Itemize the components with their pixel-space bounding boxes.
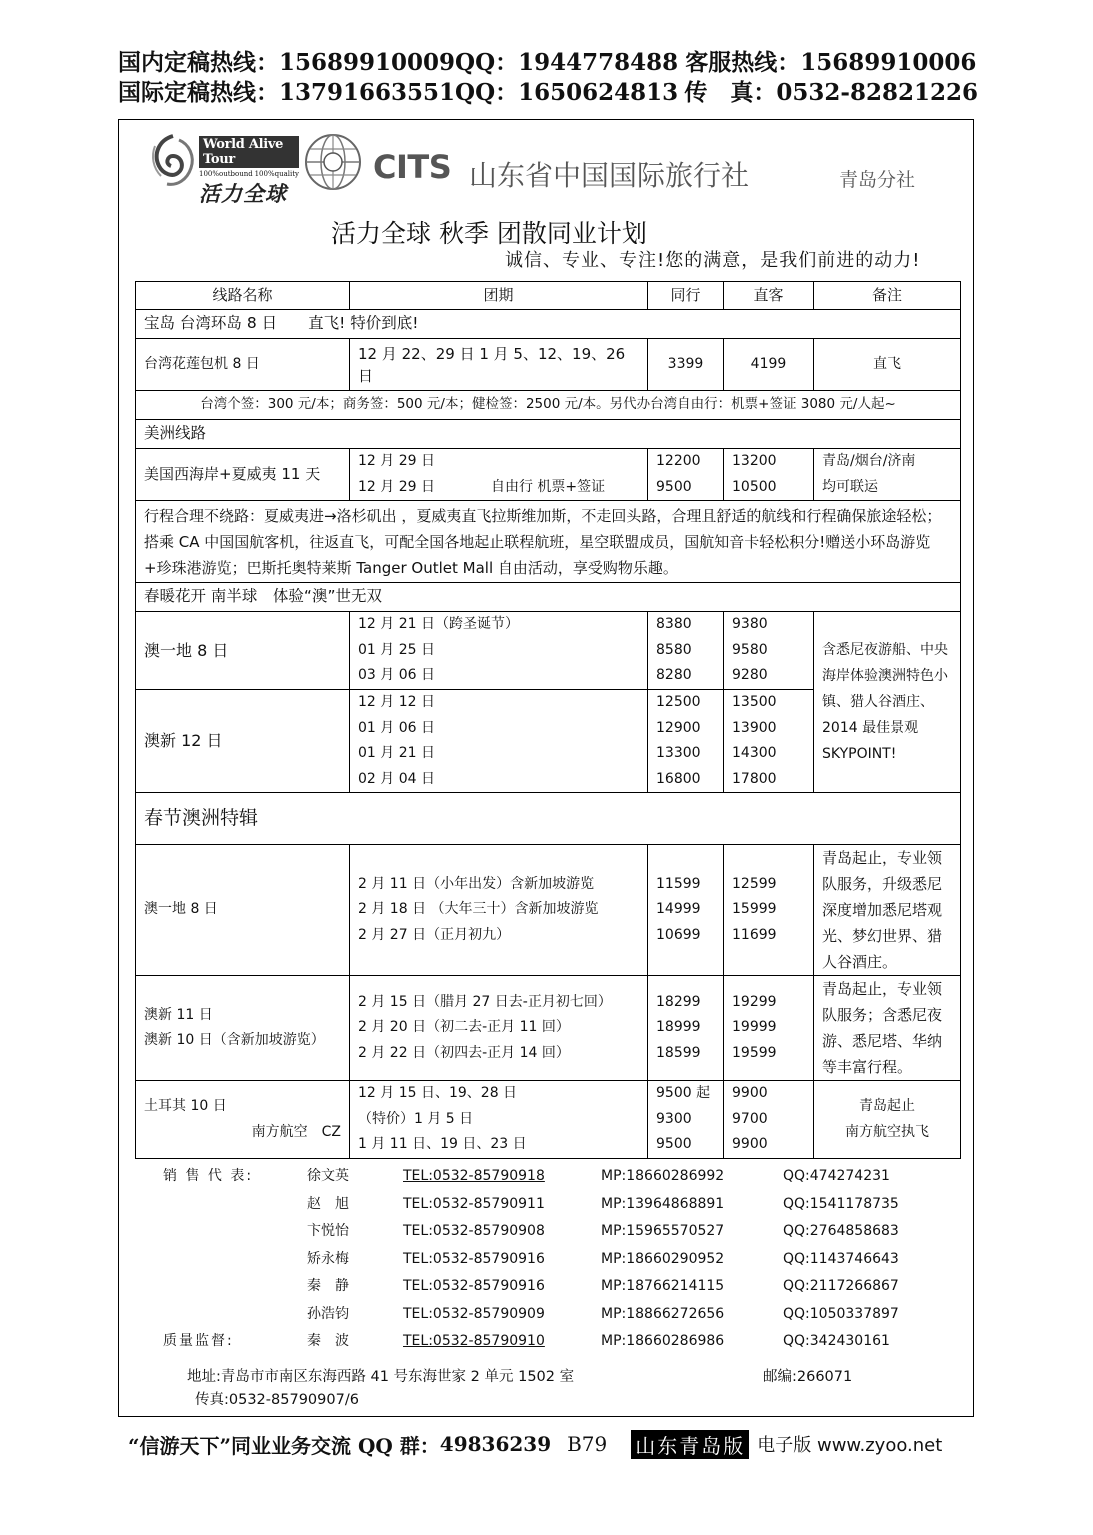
- swirl-logo-icon: [149, 132, 197, 192]
- website-link[interactable]: 电子版 www.zyoo.net: [757, 1435, 943, 1456]
- fax-hotline: 传 真：0532-82821226: [684, 79, 978, 106]
- footer: [128, 1428, 942, 1460]
- route-dates: 12 月 12 日 01 月 06 日 01 月 21 日 02 月 04 日: [350, 690, 648, 793]
- list-item: 质量监督: 秦 波 TEL:0532-85790910 MP:18660286986 QQ:342430161: [163, 1328, 943, 1356]
- table-row: [136, 976, 961, 1081]
- route-note: 含悉尼夜游船、中央海岸体验澳洲特色小镇、猎人谷酒庄、2014 最佳景观 SKYPOINT!: [814, 612, 961, 793]
- route-dates: 2 月 15 日（腊月 27 日去-正月初七回） 2 月 20 日（初二去-正月 11 回） 2 月 22 日（初四去-正月 14 回）: [350, 976, 648, 1081]
- section-spring-festival: 春节澳洲特辑: [136, 793, 961, 845]
- header-peer: 同行: [648, 282, 724, 310]
- direct-price: 12599 15999 11699: [724, 845, 814, 976]
- route-name: 澳一地 8 日: [136, 612, 350, 690]
- world-alive-tour-logo: [199, 136, 299, 208]
- edition-tag: 山东青岛版: [631, 1430, 749, 1459]
- header-dates: 团期: [350, 282, 648, 310]
- route-note: 青岛起止，专业领队服务，升级悉尼深度增加悉尼塔观光、梦幻世界、猎人谷酒庄。: [814, 845, 961, 976]
- table-row: [136, 1081, 961, 1159]
- header-direct: 直客: [724, 282, 814, 310]
- hotline-row-1: [118, 48, 978, 78]
- international-qq: QQ：1650624813: [455, 79, 679, 106]
- sales-label: 销 售 代 表:: [163, 1168, 254, 1184]
- slogan: 诚信、专业、专注!您的满意，是我们前进的动力!: [505, 250, 921, 271]
- flyer-frame: [118, 119, 974, 1417]
- domestic-qq: QQ：1944778488: [455, 49, 679, 76]
- table-header: [136, 282, 961, 310]
- postcode: 邮编:266071: [763, 1369, 853, 1385]
- visa-row: 台湾个签：300 元/本；商务签：500 元/本；健检签：2500 元/本。另代办台湾自由行：机票+签证 3080 元/人起~: [136, 391, 961, 420]
- route-name: 澳新 11 日 澳新 10 日（含新加坡游览）: [136, 976, 350, 1081]
- table-row: [136, 449, 961, 501]
- peer-price: 12500 12900 13300 16800: [648, 690, 724, 793]
- table-row: [136, 845, 961, 976]
- table-row: [136, 612, 961, 690]
- branch-name: 青岛分社: [839, 169, 916, 191]
- america-description-row: 行程合理不绕路：夏威夷进→洛杉矶出 ，夏威夷直飞拉斯维加斯，不走回头路，合理且舒适的航线和行程确保旅途轻松；搭乘 CA 中国国航客机，往返直飞，可配全国各地起止联程航班，星空联盟成员，国航知音卡轻松积分!赠送小环岛游览+珍珠港游览；巴斯托奥特莱斯 Tanger Outlet Mall 自由活动，享受购物乐趣。: [136, 501, 961, 583]
- sales-reps: [163, 1163, 943, 1356]
- page-number: B79: [567, 1432, 608, 1456]
- cits-globe-icon: [303, 132, 363, 192]
- list-item: 矫永梅 TEL:0532-85790916 MP:18660290952 QQ:1143746643: [307, 1250, 899, 1267]
- wat-title: World Alive Tour: [199, 136, 299, 168]
- hotlines: [118, 48, 978, 108]
- direct-price: 9900 9700 9900: [724, 1081, 814, 1159]
- route-note: 青岛/烟台/济南 均可联运: [814, 449, 961, 501]
- route-name: 美国西海岸+夏威夷 11 天: [136, 449, 350, 501]
- direct-price: 4199: [724, 339, 814, 391]
- route-dates: 12 月 29 日 12 月 29 日 自由行 机票+签证: [350, 449, 648, 501]
- peer-price: 3399: [648, 339, 724, 391]
- hotline-row-2: [118, 78, 978, 108]
- route-note: 青岛起止 南方航空执飞: [814, 1081, 961, 1159]
- peer-price: 9500 起 9300 9500: [648, 1081, 724, 1159]
- quality-label: 质量监督:: [163, 1333, 234, 1349]
- list-item: 秦 静 TEL:0532-85790916 MP:18766214115 QQ:2117266867: [307, 1278, 899, 1294]
- direct-price: 19299 19999 19599: [724, 976, 814, 1081]
- route-note: 青岛起止，专业领队服务；含悉尼夜游、悉尼塔、华纳等丰富行程。: [814, 976, 961, 1081]
- peer-price: 8380 8580 8280: [648, 612, 724, 690]
- footer-text: “信游天下”同业业务交流 QQ 群：: [128, 1433, 440, 1458]
- route-name: 台湾花莲包机 8 日: [136, 339, 350, 391]
- list-item: 卞悦怡 TEL:0532-85790908 MP:15965570527 QQ:2764858683: [307, 1223, 899, 1239]
- route-dates: 2 月 11 日（小年出发）含新加坡游览 2 月 18 日 （大年三十）含新加坡游览 2 月 27 日（正月初九）: [350, 845, 648, 976]
- address-block: [187, 1366, 574, 1412]
- route-dates: 12 月 22、29 日 1 月 5、12、19、26 日: [350, 339, 648, 391]
- company-name: 山东省中国国际旅行社: [469, 159, 750, 192]
- route-name: 澳一地 8 日: [136, 845, 350, 976]
- wat-subtitle: 100%outbound 100%quality: [199, 170, 299, 178]
- route-name: 澳新 12 日: [136, 690, 350, 793]
- plan-title: 活力全球 秋季 团散同业计划: [331, 219, 647, 248]
- domestic-hotline: 国内定稿热线：15689910009: [118, 49, 456, 76]
- list-item: 销 售 代 表: 徐文英 TEL:0532-85790918 MP:18660286992 QQ:474274231: [163, 1163, 943, 1191]
- table-row: [136, 339, 961, 391]
- route-table: [135, 281, 961, 1159]
- route-dates: 12 月 21 日（跨圣诞节） 01 月 25 日 03 月 06 日: [350, 612, 648, 690]
- list-item: 赵 旭 TEL:0532-85790911 MP:13964868891 QQ:1541178735: [307, 1195, 899, 1212]
- direct-price: 13500 13900 14300 17800: [724, 690, 814, 793]
- cits-brand: CITS: [373, 148, 452, 186]
- section-taiwan: 宝岛 台湾环岛 8 日 直飞! 特价到底!: [136, 310, 961, 339]
- fax: 传真:0532-85790907/6: [195, 1392, 359, 1408]
- service-hotline: 客服热线：15689910006: [685, 49, 977, 76]
- wat-chinese: 活力全球: [199, 182, 287, 206]
- peer-price: 12200 9500: [648, 449, 724, 501]
- header-note: 备注: [814, 282, 961, 310]
- header-route: 线路名称: [136, 282, 350, 310]
- route-note: 直飞: [814, 339, 961, 391]
- section-australia: 春暖花开 南半球 体验“澳”世无双: [136, 583, 961, 612]
- section-america: 美洲线路: [136, 420, 961, 449]
- qq-group: 49836239: [439, 1432, 552, 1456]
- peer-price: 11599 14999 10699: [648, 845, 724, 976]
- direct-price: 9380 9580 9280: [724, 612, 814, 690]
- list-item: 孙浩钧 TEL:0532-85790909 MP:18866272656 QQ:1050337897: [307, 1305, 899, 1322]
- direct-price: 13200 10500: [724, 449, 814, 501]
- address: 地址:青岛市市南区东海西路 41 号东海世家 2 单元 1502 室: [187, 1369, 575, 1385]
- route-dates: 12 月 15 日、19、28 日 （特价）1 月 5 日 1 月 11 日、19 日、23 日: [350, 1081, 648, 1159]
- international-hotline: 国际定稿热线：13791663551: [118, 79, 456, 106]
- route-name: 土耳其 10 日 南方航空 CZ: [136, 1081, 350, 1159]
- peer-price: 18299 18999 18599: [648, 976, 724, 1081]
